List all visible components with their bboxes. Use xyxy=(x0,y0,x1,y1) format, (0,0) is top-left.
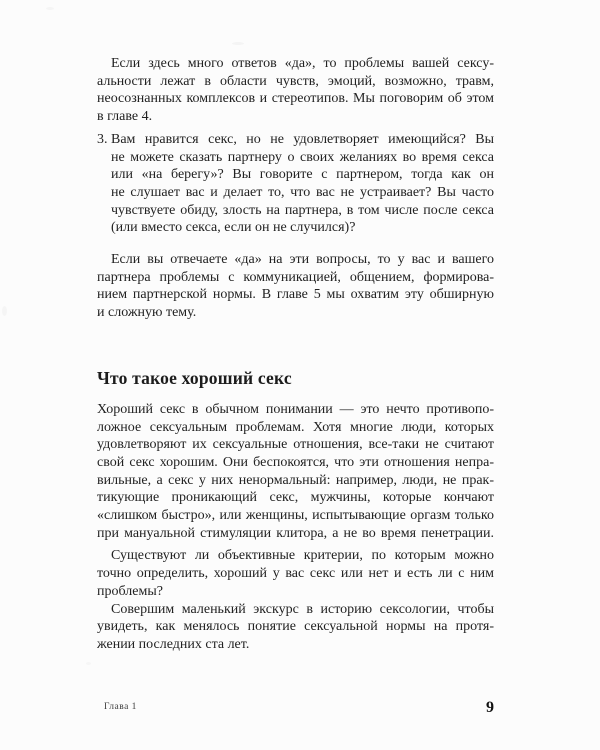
text-line: Хороший секс в обычном понимании — это нечто противопо- xyxy=(97,401,494,417)
text-line: «слишком быстро», или женщины, испытывающие оргазм только xyxy=(97,508,494,524)
text-line: не слушает вас и делает то, что вас не устраивает? Вы часто xyxy=(111,184,494,200)
text-line: не можете сказать партнеру о своих желаниях во время секса xyxy=(111,149,494,165)
paragraph-communication-problems xyxy=(97,251,494,322)
chapter-label: Глава 1 xyxy=(104,702,137,712)
text-line: альности лежат в области чувств, эмоций, возможно, травм, xyxy=(97,73,494,89)
scan-artifact xyxy=(232,42,244,45)
text-line: увидеть, как менялось понятие сексуальной нормы на протя- xyxy=(97,619,494,635)
text-line: партнера проблемы с коммуникацией, общением, формирова- xyxy=(97,269,494,285)
numbered-list-item-3 xyxy=(97,131,494,237)
text-line: Вам нравится секс, но не удовлетворяет имеющийся? Вы xyxy=(111,131,494,147)
text-line: свой секс хорошим. Они беспокоятся, что эти отношения непра- xyxy=(97,454,494,470)
list-item-number: 3. xyxy=(97,131,108,147)
page-footer xyxy=(97,699,494,719)
section-heading: Что такое хороший секс xyxy=(97,367,292,388)
text-line: тикующие проникающий секс, мужчины, которые кончают xyxy=(97,490,494,506)
text-line: при мануальной стимуляции клитора, а не во время пенетрации. xyxy=(97,525,494,541)
text-line: Если вы отвечаете «да» на эти вопросы, то у вас и вашего xyxy=(111,252,494,268)
scan-artifact xyxy=(2,306,7,316)
text-line: проблемы? xyxy=(97,583,163,599)
text-line: (или вместо секса, если он не случился)? xyxy=(111,220,356,236)
text-line: неосознанных комплексов и стереотипов. Мы поговорим об этом xyxy=(97,91,494,107)
text-line: Совершим маленький экскурс в историю сексологии, чтобы xyxy=(111,601,494,617)
text-line: жении последних ста лет. xyxy=(97,636,250,652)
scan-artifact xyxy=(86,662,91,665)
page-number: 9 xyxy=(486,699,494,716)
list-item-text xyxy=(111,131,494,237)
text-line: или «на берегу»? Вы говорите с партнером, тогда как он xyxy=(111,167,494,183)
text-line: вильные, а секс у них ненормальный: например, люди, не прак- xyxy=(97,472,494,488)
text-line: точно определить, хороший у вас секс или нет и есть ли с ним xyxy=(97,566,494,582)
text-line: чувствуете обиду, злость на партнера, в том числе после секса xyxy=(111,202,494,218)
scan-artifact xyxy=(46,7,54,10)
text-block xyxy=(97,55,494,654)
text-line: ложное сексуальным проблемам. Хотя многие люди, которых xyxy=(97,419,494,435)
text-line: удовлетворяют их сексуальные отношения, все-таки не считают xyxy=(97,437,494,453)
text-line: нием партнерской нормы. В главе 5 мы охватим эту обширную xyxy=(97,287,494,303)
text-line: и сложную тему. xyxy=(97,305,197,321)
text-line: в главе 4. xyxy=(97,109,153,125)
text-line: Если здесь много ответов «да», то проблемы вашей сексу- xyxy=(111,56,494,71)
paragraph-good-sex-definition xyxy=(97,401,494,543)
text-line: Существуют ли объективные критерии, по которым можно xyxy=(111,548,494,564)
paragraph-history-excursion xyxy=(97,601,494,654)
paragraph-answers-yes-feelings xyxy=(97,55,494,126)
paragraph-objective-criteria xyxy=(97,547,494,600)
